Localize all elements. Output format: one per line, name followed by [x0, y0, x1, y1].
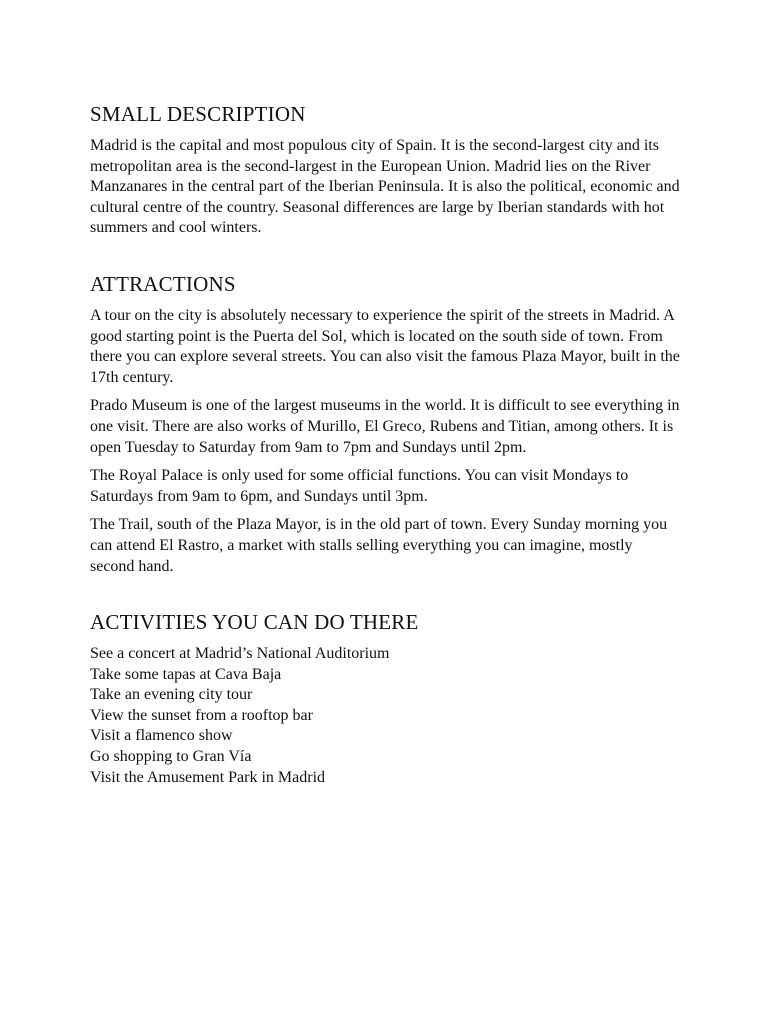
document-page [90, 100, 680, 819]
paragraph: A tour on the city is absolutely necessary to experience the spirit of the streets in Madrid. A good starting point is the Puerta del Sol, which is located on the south side of town. From there you can explore several streets. You can also visit the famous Plaza Mayor, built in the 17th century. [90, 306, 680, 386]
paragraph: The Royal Palace is only used for some official functions. You can visit Mondays to Saturdays from 9am to 6pm, and Sundays until 3pm. [90, 467, 629, 505]
activities-list [90, 644, 680, 788]
list-item: Visit a flamenco show [90, 727, 233, 745]
list-item: Take some tapas at Cava Baja [90, 665, 282, 683]
section-title: ACTIVITIES YOU CAN DO THERE [90, 610, 419, 635]
section-title: ATTRACTIONS [90, 271, 236, 296]
section-activities [90, 608, 680, 788]
paragraph: Prado Museum is one of the largest museums in the world. It is difficult to see everything in one visit. There are also works of Murillo, El Greco, Rubens and Titian, among others. It is open Tuesday to Saturday from 9am to 7pm and Sundays until 2pm. [90, 397, 680, 456]
list-item: View the sunset from a rooftop bar [90, 706, 313, 724]
list-item: Visit the Amusement Park in Madrid [90, 768, 326, 786]
section-small-description [90, 100, 680, 239]
list-item: Take an evening city tour [90, 686, 253, 704]
paragraph: Madrid is the capital and most populous city of Spain. It is the second-largest city and its metropolitan area is the second-largest in the European Union. Madrid lies on the River Manzanares in the central part of the Iberian Peninsula. It is also the political, economic and cultural centre of the country. Seasonal differences are large by Iberian standards with hot summers and cool winters. [90, 137, 680, 237]
section-title: SMALL DESCRIPTION [90, 102, 306, 126]
paragraph: The Trail, south of the Plaza Mayor, is in the old part of town. Every Sunday morning you can attend El Rastro, a market with stalls selling everything you can imagine, mostly second hand. [90, 516, 668, 575]
section-attractions [90, 270, 680, 577]
list-item: Go shopping to Gran Vía [90, 748, 252, 766]
list-item: See a concert at Madrid’s National Auditorium [90, 645, 390, 663]
